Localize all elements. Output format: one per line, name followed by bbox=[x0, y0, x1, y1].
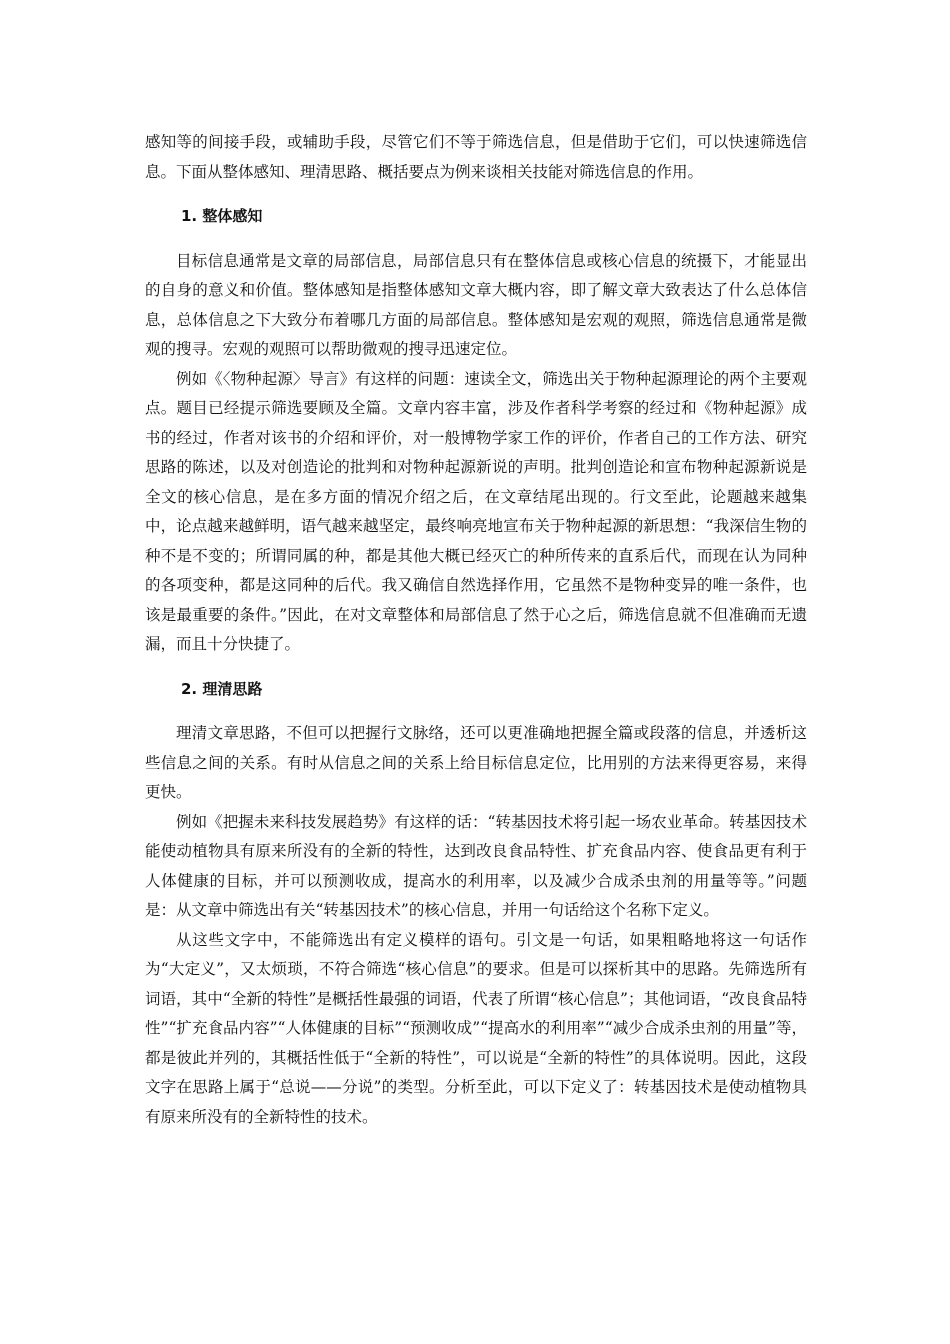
document-page bbox=[145, 128, 807, 1132]
intro-paragraph: 感知等的间接手段，或辅助手段，尽管它们不等于筛选信息，但是借助于它们，可以快速筛选信息。下面从整体感知、理清思路、概括要点为例来谈相关技能对筛选信息的作用。 bbox=[145, 133, 807, 181]
section1-paragraph-2: 例如《〈物种起源〉导言》有这样的问题：速读全文，筛选出关于物种起源理论的两个主要观点。题目已经提示筛选要顾及全篇。文章内容丰富，涉及作者科学考察的经过和《物种起源》成书的经过，作者对该书的介绍和评价，对一般博物学家工作的评价，作者自己的工作方法、研究思路的陈述，以及对创造论的批判和对物种起源新说的声明。批判创造论和宣布物种起源新说是全文的核心信息，是在多方面的情况介绍之后，在文章结尾出现的。行文至此，论题越来越集中，论点越来越鲜明，语气越来越坚定，最终响亮地宣布关于物种起源的新思想：“我深信生物的种不是不变的；所谓同属的种，都是其他大概已经灭亡的种所传来的直系后代，而现在认为同种的各项变种，都是这同种的后代。我又确信自然选择作用，它虽然不是物种变异的唯一条件，也该是最重要的条件。”因此，在对文章整体和局部信息了然于心之后，筛选信息就不但准确而无遗漏，而且十分快捷了。 bbox=[145, 369, 807, 653]
section-heading-2: 2. 理清思路 bbox=[181, 679, 263, 698]
section2-paragraph-1: 理清文章思路，不但可以把握行文脉络，还可以更准确地把握全篇或段落的信息，并透析这些信息之间的关系。有时从信息之间的关系上给目标信息定位，比用别的方法来得更容易，来得更快。 bbox=[145, 724, 807, 801]
section2-paragraph-3: 从这些文字中，不能筛选出有定义模样的语句。引文是一句话，如果粗略地将这一句话作为“大定义”，又太烦琐，不符合筛选“核心信息”的要求。但是可以探析其中的思路。先筛选所有词语，其中“全新的特性”是概括性最强的词语，代表了所谓“核心信息”；其他词语，“改良食品特性”“扩充食品内容”“人体健康的目标”“预测收成”“提高水的利用率”“减少合成杀虫剂的用量”等，都是彼此并列的，其概括性低于“全新的特性”，可以说是“全新的特性”的具体说明。因此，这段文字在思路上属于“总说——分说”的类型。分析至此，可以下定义了：转基因技术是使动植物具有原来所没有的全新特性的技术。 bbox=[145, 930, 807, 1126]
section2-paragraph-2: 例如《把握未来科技发展趋势》有这样的话：“转基因技术将引起一场农业革命。转基因技术能使动植物具有原来所没有的全新的特性，达到改良食品特性、扩充食品内容、使食品更有利于人体健康的目标，并可以预测收成，提高水的利用率，以及减少合成杀虫剂的用量等等。”问题是：从文章中筛选出有关“转基因技术”的核心信息，并用一句话给这个名称下定义。 bbox=[145, 812, 807, 919]
section-heading-1: 1. 整体感知 bbox=[181, 207, 263, 225]
section1-paragraph-1: 目标信息通常是文章的局部信息，局部信息只有在整体信息或核心信息的统摄下，才能显出的自身的意义和价值。整体感知是指整体感知文章大概内容，即了解文章大致表达了什么总体信息，总体信息之下大致分布着哪几方面的局部信息。整体感知是宏观的观照，筛选信息通常是微观的搜寻。宏观的观照可以帮助微观的搜寻迅速定位。 bbox=[145, 251, 807, 358]
